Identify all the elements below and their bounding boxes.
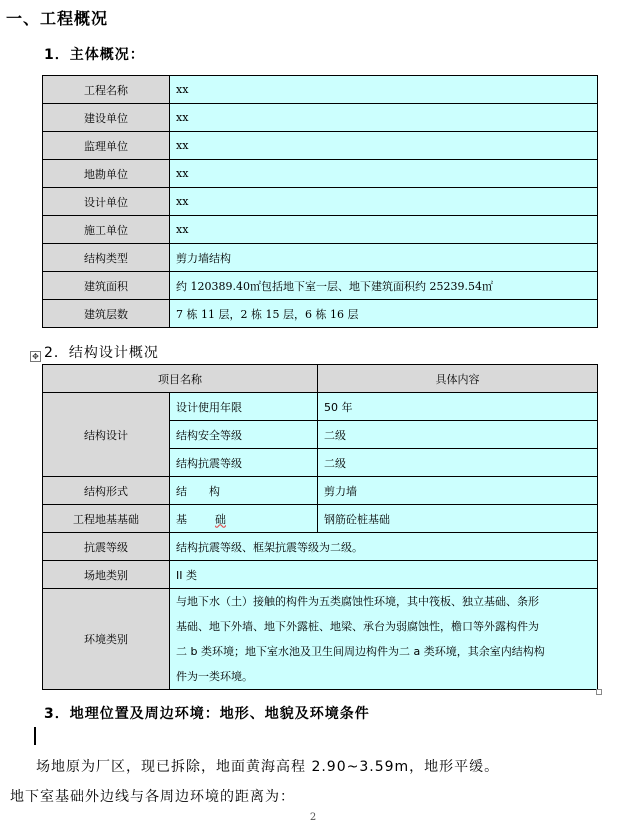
overview-row — [43, 216, 598, 244]
header-content: 具体内容 — [318, 365, 598, 393]
env-line: 与地下水（土）接触的构件为五类腐蚀性环境，其中筏板、独立基础、条形 — [176, 595, 539, 608]
overview-label: 结构类型 — [43, 244, 170, 272]
design-name: 结构抗震等级 — [170, 449, 318, 477]
env-label: 环境类别 — [43, 589, 170, 690]
overview-label: 地勘单位 — [43, 160, 170, 188]
overview-row — [43, 104, 598, 132]
paragraph-site: 场地原为厂区，现已拆除，地面黄海高程 2.90~3.59m，地形平缓。 — [36, 759, 500, 775]
overview-value: xx — [170, 76, 598, 104]
foundation-name-b: 础 — [215, 512, 226, 526]
table-resize-handle[interactable] — [596, 689, 602, 695]
overview-label: 工程名称 — [43, 76, 170, 104]
overview-row — [43, 244, 598, 272]
overview-label: 施工单位 — [43, 216, 170, 244]
overview-value: xx — [170, 160, 598, 188]
overview-value: xx — [170, 216, 598, 244]
design-value: 50 年 — [318, 393, 598, 421]
foundation-label: 工程地基基础 — [43, 505, 170, 533]
overview-row — [43, 160, 598, 188]
form-value: 剪力墙 — [318, 477, 598, 505]
env-value — [170, 589, 598, 690]
page-number: 2 — [309, 812, 317, 823]
section-title: 一、工程概况 — [6, 9, 109, 28]
overview-value: 约 120389.40㎡包括地下室一层、地下建筑面积约 25239.54㎡ — [170, 272, 598, 300]
overview-label: 监理单位 — [43, 132, 170, 160]
overview-row — [43, 188, 598, 216]
env-line: 件为一类环境。 — [176, 670, 253, 683]
design-value: 二级 — [318, 449, 598, 477]
overview-row — [43, 76, 598, 104]
form-label: 结构形式 — [43, 477, 170, 505]
seismic-value: 结构抗震等级、框架抗震等级为二级。 — [170, 533, 598, 561]
paragraph-distance: 地下室基础外边线与各周边环境的距离为： — [10, 789, 295, 805]
design-name: 设计使用年限 — [170, 393, 318, 421]
site-label: 场地类别 — [43, 561, 170, 589]
overview-row — [43, 132, 598, 160]
form-name: 结 构 — [170, 477, 318, 505]
main-overview-table — [42, 75, 598, 328]
table-move-handle-icon[interactable]: ✥ — [30, 351, 41, 362]
foundation-name — [170, 505, 318, 533]
env-line: 基础、地下外墙、地下外露桩、地梁、承台为弱腐蚀性，檐口等外露构件为 — [176, 620, 539, 633]
overview-row — [43, 272, 598, 300]
design-label: 结构设计 — [43, 393, 170, 477]
foundation-value: 钢筋砼桩基础 — [318, 505, 598, 533]
overview-value: 剪力墙结构 — [170, 244, 598, 272]
foundation-name-a: 基 — [176, 512, 187, 526]
env-line: 二 b 类环境；地下室水池及卫生间周边构件为二 a 类环境，其余室内结构构 — [176, 645, 545, 658]
overview-label: 建筑面积 — [43, 272, 170, 300]
overview-value: xx — [170, 104, 598, 132]
overview-label: 建设单位 — [43, 104, 170, 132]
overview-label: 建筑层数 — [43, 300, 170, 328]
design-name: 结构安全等级 — [170, 421, 318, 449]
overview-value: 7 栋 11 层，2 栋 15 层，6 栋 16 层 — [170, 300, 598, 328]
subsection-title-2: 2．结构设计概况 — [44, 345, 159, 361]
structure-design-table — [42, 364, 598, 690]
seismic-label: 抗震等级 — [43, 533, 170, 561]
design-value: 二级 — [318, 421, 598, 449]
subsection-title-3: 3．地理位置及周边环境：地形、地貌及环境条件 — [44, 706, 370, 722]
text-cursor — [34, 727, 36, 745]
overview-value: xx — [170, 132, 598, 160]
header-item: 项目名称 — [43, 365, 318, 393]
site-value: II 类 — [170, 561, 598, 589]
overview-row — [43, 300, 598, 328]
overview-label: 设计单位 — [43, 188, 170, 216]
overview-value: xx — [170, 188, 598, 216]
subsection-title-1: 1．主体概况： — [44, 47, 145, 63]
